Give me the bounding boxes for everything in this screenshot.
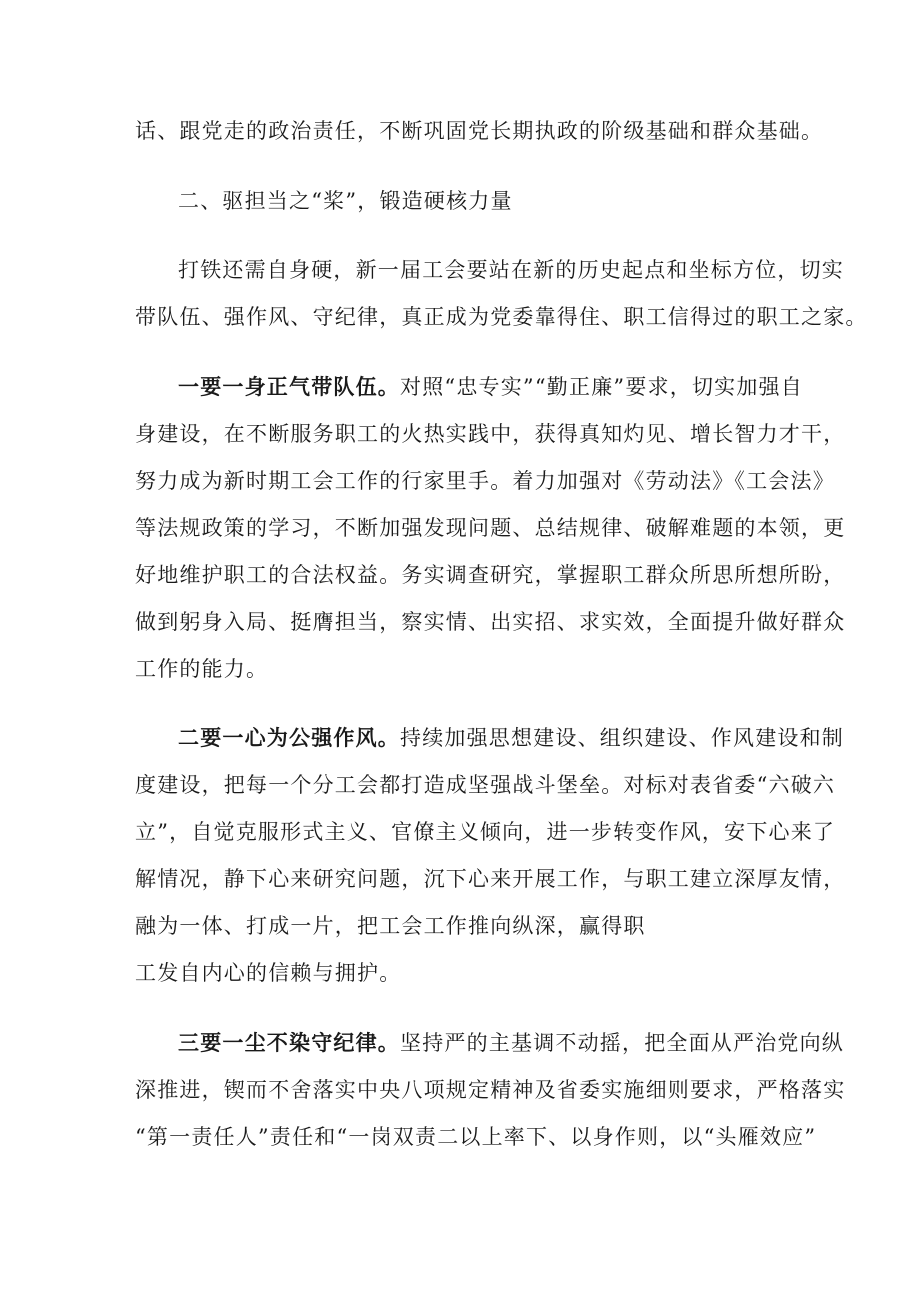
paragraph-3-line-6: 工发自内心的信赖与拥护。 xyxy=(135,961,402,985)
paragraph-4-lead: 三要一尘不染守纪律。 xyxy=(178,1030,400,1055)
paragraph-4-line-3: “第一责任人”责任和“一岗双责二以上率下、以身作则，以“头雁效应” xyxy=(135,1125,817,1149)
paragraph-2-line-6: 做到躬身入局、挺膺担当，察实情、出实招、求实效，全面提升做好群众 xyxy=(135,610,846,634)
paragraph-3-line-1 xyxy=(178,724,844,752)
paragraph-3-line-1-rest: 持续加强思想建设、组织建设、作风建设和制 xyxy=(400,726,844,750)
paragraph-0-line-1: 话、跟党走的政治责任，不断巩固党长期执政的阶级基础和群众基础。 xyxy=(135,119,824,143)
section-heading-2: 二、驱担当之“桨”，锻造硬核力量 xyxy=(178,189,513,213)
paragraph-4-line-2: 深推进，锲而不舍落实中央八项规定精神及省委实施细则要求，严格落实 xyxy=(135,1078,846,1102)
paragraph-2-lead: 一要一身正气带队伍。 xyxy=(178,374,400,399)
paragraph-3-line-2: 度建设，把每一个分工会都打造成坚强战斗堡垒。对标对表省委“六破六 xyxy=(135,773,836,797)
paragraph-1-line-1: 打铁还需自身硬，新一届工会要站在新的历史起点和坐标方位，切实 xyxy=(178,258,844,282)
paragraph-2-line-1 xyxy=(178,373,803,401)
paragraph-3-line-4: 解情况，静下心来研究问题，沉下心来开展工作，与职工建立深厚友情， xyxy=(135,867,846,891)
paragraph-2-line-5: 好地维护职工的合法权益。务实调查研究，掌握职工群众所思所想所盼， xyxy=(135,563,846,587)
paragraph-2-line-7: 工作的能力。 xyxy=(135,657,269,681)
paragraph-1-line-2: 带队伍、强作风、守纪律，真正成为党委靠得住、职工信得过的职工之家。 xyxy=(135,305,868,329)
paragraph-2-line-4: 等法规政策的学习，不断加强发现问题、总结规律、破解难题的本领，更 xyxy=(135,516,846,540)
paragraph-4-line-1-rest: 坚持严的主基调不动摇，把全面从严治党向纵 xyxy=(400,1031,844,1055)
paragraph-3-lead: 二要一心为公强作风。 xyxy=(178,725,400,750)
paragraph-3-line-3: 立”，自觉克服形式主义、官僚主义倾向，进一步转变作风，安下心来了 xyxy=(135,820,836,844)
paragraph-4-line-1 xyxy=(178,1029,844,1057)
paragraph-2-line-1-rest: 对照“忠专实”“勤正廉”要求，切实加强自 xyxy=(400,375,803,399)
paragraph-2-line-2: 身建设，在不断服务职工的火热实践中，获得真知灼见、增长智力才干， xyxy=(135,422,846,446)
paragraph-2-line-3: 努力成为新时期工会工作的行家里手。着力加强对《劳动法》《工会法》 xyxy=(135,469,835,493)
paragraph-3-line-5: 融为一体、打成一片，把工会工作推向纵深，赢得职 xyxy=(135,914,646,938)
